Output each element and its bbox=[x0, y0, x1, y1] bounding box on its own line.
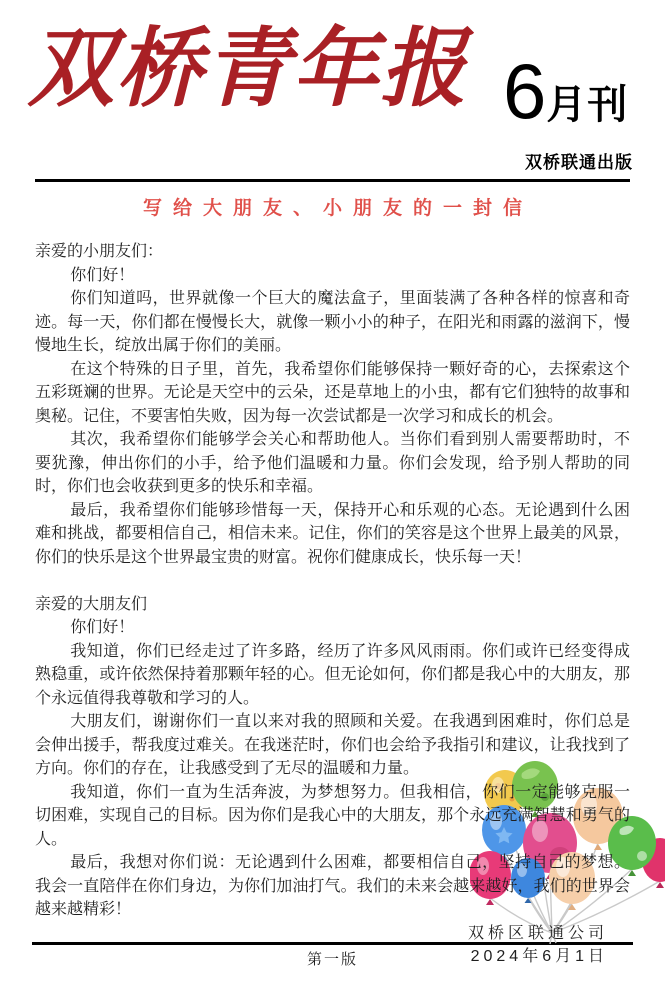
paragraph: 你们好！ bbox=[70, 619, 135, 636]
paragraph: 其次，我希望你们能够学会关心和帮助他人。当你们看到别人需要帮助时，不要犹豫，伸出你们的小手，给予他们温暖和力量。你们会发现，给予别人帮助的同时，你们也会收获到更多的快乐和幸福。 bbox=[35, 431, 630, 495]
letter-to-children bbox=[35, 240, 630, 569]
publisher-line: 双桥联通出版 bbox=[525, 153, 633, 172]
paragraph: 我知道，你们已经走过了许多路，经历了许多风风雨雨。你们或许已经变得成熟稳重，或许依然保持着那颗年轻的心。但无论如何，你们都是我心中的大朋友，那个永远值得我尊敬和学习的人。 bbox=[35, 642, 630, 707]
salutation: 亲爱的大朋友们 bbox=[35, 595, 148, 613]
paragraph: 在这个特殊的日子里，首先，我希望你们能够保持一颗好奇的心，去探索这个五彩斑斓的世界。无论是天空中的云朵，还是草地上的小虫，都有它们独特的故事和奥秘。记住，不要害怕失败，因为每一次尝试都是一次学习和成长的机会。 bbox=[35, 360, 630, 425]
newspaper-title: 双桥青年报 bbox=[28, 18, 468, 119]
signature-date: 2024年6月1日 bbox=[470, 948, 608, 965]
salutation: 亲爱的小朋友们： bbox=[35, 243, 164, 260]
masthead bbox=[0, 0, 665, 182]
article-body bbox=[35, 240, 630, 969]
signature-company: 双桥区联通公司 bbox=[467, 924, 608, 942]
page-number-label: 第一版 bbox=[306, 951, 358, 968]
paragraph: 最后，我想对你们说：无论遇到什么困难，都要相信自己，坚持自己的梦想。我会一直陪伴在你们身边，为你们加油打气。我们的未来会越来越好，我们的世界会越来越精彩！ bbox=[35, 854, 630, 918]
issue-badge bbox=[503, 47, 629, 135]
paragraph: 我知道，你们一直为生活奔波，为梦想努力。但我相信，你们一定能够克服一切困难，实现自己的目标。因为你们是我心中的大朋友，那个永远充满智慧和勇气的人。 bbox=[35, 783, 630, 848]
masthead-divider bbox=[35, 179, 630, 182]
letter-to-adults bbox=[35, 593, 630, 922]
issue-label: 月刊 bbox=[546, 83, 629, 127]
paragraph: 最后，我希望你们能够珍惜每一天，保持开心和乐观的心态。无论遇到什么困难和挑战，都要相信自己，相信未来。记住，你们的笑容是这个世界上最美的风景，你们的快乐是这个世界最宝贵的财富。祝你们健康成长，快乐每一天！ bbox=[35, 501, 630, 566]
issue-number: 6 bbox=[503, 47, 547, 135]
paragraph: 你们知道吗，世界就像一个巨大的魔法盒子，里面装满了各种各样的惊喜和奇迹。每一天，你们都在慢慢长大，就像一颗小小的种子，在阳光和雨露的滋润下，慢慢地生长，绽放出属于你们的美丽。 bbox=[35, 290, 630, 354]
paragraph: 你们好！ bbox=[70, 266, 135, 284]
paragraph: 大朋友们，谢谢你们一直以来对我的照顾和关爱。在我遇到困难时，你们总是会伸出援手，帮我度过难关。在我迷茫时，你们也会给予我指引和建议，让我找到了方向。你们的存在，让我感受到了无尽的温暖和力量。 bbox=[35, 713, 630, 777]
article-headline: 写给大朋友、小朋友的一封信 bbox=[142, 198, 533, 219]
